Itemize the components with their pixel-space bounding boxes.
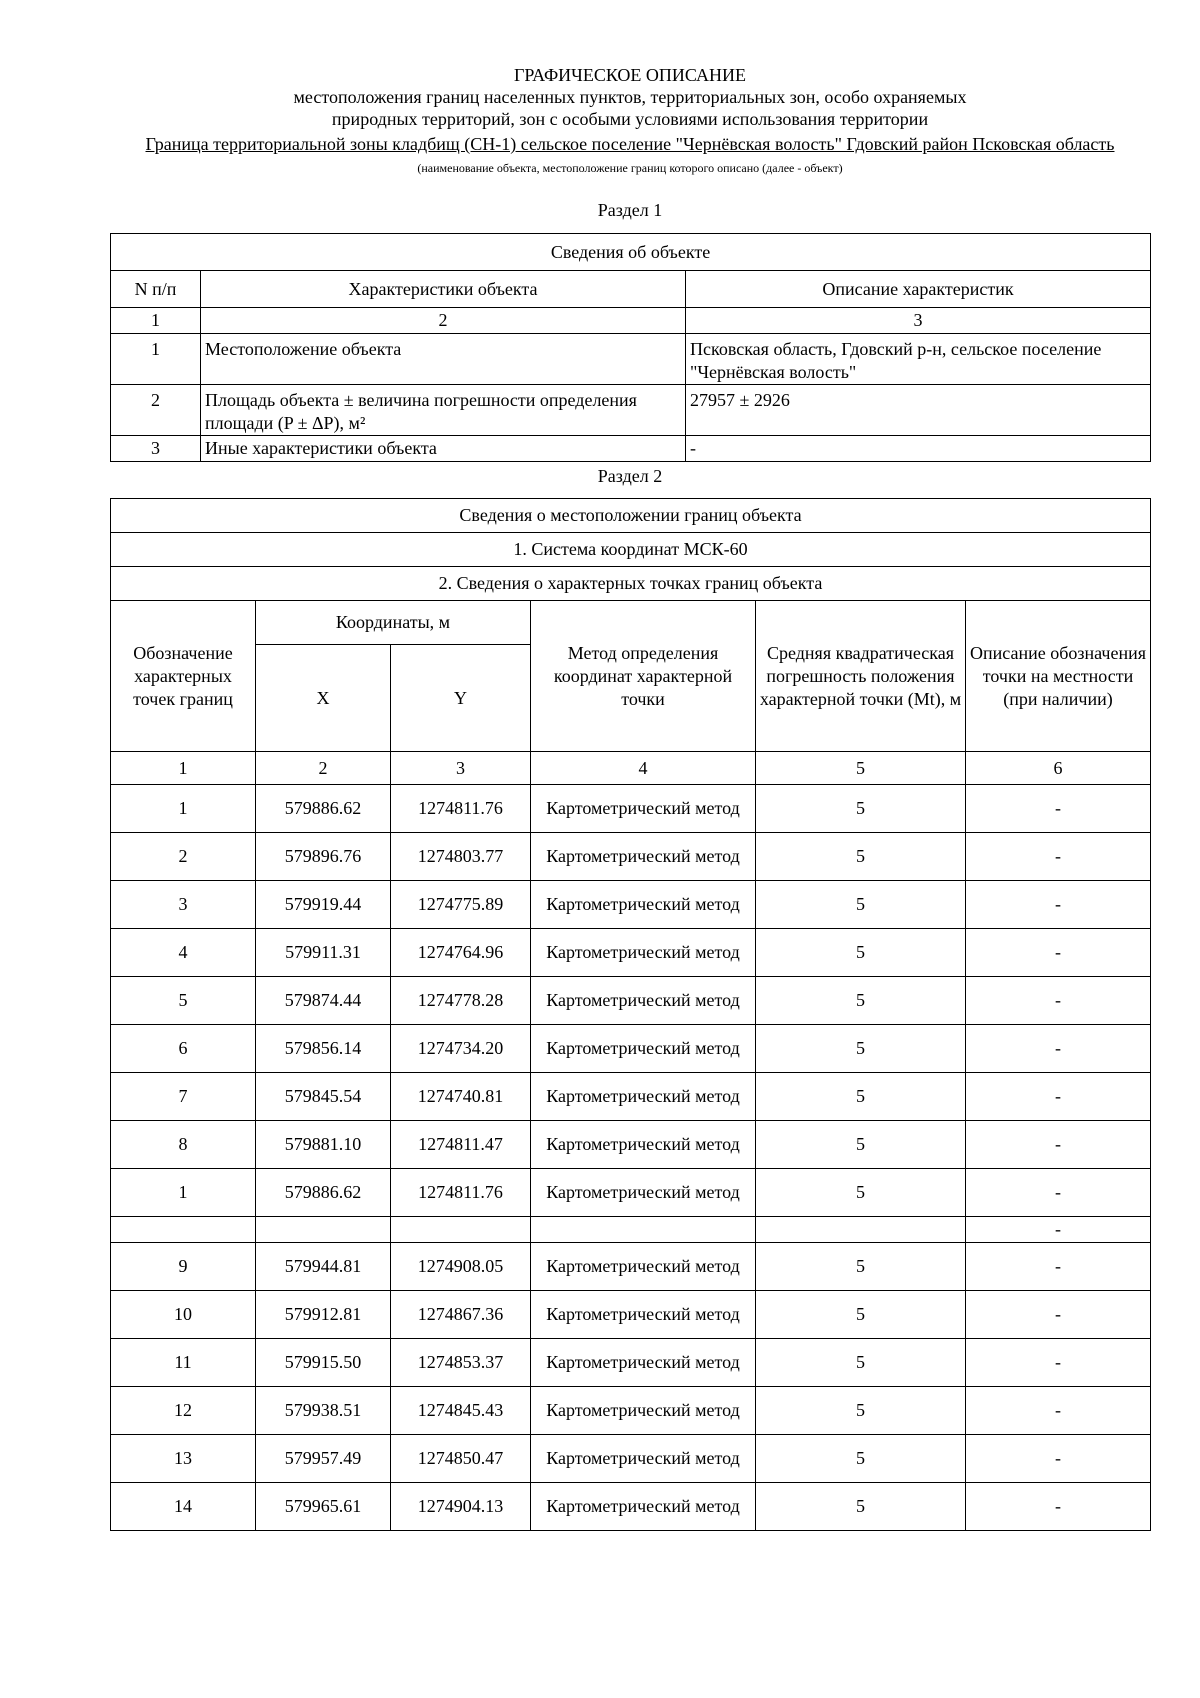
point-description-cell: - <box>966 1291 1151 1339</box>
col-number-cell: 2 <box>201 308 686 334</box>
point-id-cell: 1 <box>111 785 256 833</box>
col-number-cell: 2 <box>256 752 391 785</box>
method-cell: Картометрический метод <box>531 1169 756 1217</box>
coordinate-x-cell: 579911.31 <box>256 929 391 977</box>
coordinate-x-cell: 579886.62 <box>256 785 391 833</box>
col-number-cell: 1 <box>111 308 201 334</box>
point-row <box>111 1121 1151 1169</box>
point-row <box>111 833 1151 881</box>
point-id-cell: 6 <box>111 1025 256 1073</box>
section1-title: Раздел 1 <box>597 200 663 220</box>
document-title: ГРАФИЧЕСКОЕ ОПИСАНИЕ <box>513 65 747 85</box>
object-name: Граница территориальной зоны кладбищ (СН-1) сельское поселение "Чернёвская волость" Гдовский район Псковская область <box>145 134 1115 154</box>
error-cell: 5 <box>756 977 966 1025</box>
row-number: 2 <box>111 385 201 436</box>
point-description-cell: - <box>966 1217 1151 1243</box>
col-number-cell: 5 <box>756 752 966 785</box>
error-cell: 5 <box>756 1025 966 1073</box>
points-section-title: 2. Сведения о характерных точках границ объекта <box>111 567 1151 601</box>
error-cell: 5 <box>756 1291 966 1339</box>
characteristic-value: 27957 ± 2926 <box>686 385 1151 436</box>
method-cell: Картометрический метод <box>531 929 756 977</box>
row-number: 1 <box>111 334 201 385</box>
point-id-cell: 12 <box>111 1387 256 1435</box>
coordinate-x-cell <box>256 1217 391 1243</box>
coordinate-x-cell: 579944.81 <box>256 1243 391 1291</box>
coordinate-y-cell: 1274740.81 <box>391 1073 531 1121</box>
point-row <box>111 1243 1151 1291</box>
point-description-cell: - <box>966 1243 1151 1291</box>
error-cell: 5 <box>756 1121 966 1169</box>
method-cell: Картометрический метод <box>531 1243 756 1291</box>
method-cell: Картометрический метод <box>531 1435 756 1483</box>
point-description-cell: - <box>966 1339 1151 1387</box>
coordinate-x-cell: 579881.10 <box>256 1121 391 1169</box>
col-number-cell: 6 <box>966 752 1151 785</box>
method-cell: Картометрический метод <box>531 881 756 929</box>
point-row <box>111 1435 1151 1483</box>
error-cell <box>756 1217 966 1243</box>
error-cell: 5 <box>756 1243 966 1291</box>
coordinate-x-cell: 579938.51 <box>256 1387 391 1435</box>
error-cell: 5 <box>756 881 966 929</box>
point-id-cell: 14 <box>111 1483 256 1531</box>
point-description-cell: - <box>966 1073 1151 1121</box>
point-id-cell: 10 <box>111 1291 256 1339</box>
coordinate-y-cell: 1274867.36 <box>391 1291 531 1339</box>
characteristic-value: Псковская область, Гдовский р-н, сельское поселение "Чернёвская волость" <box>686 334 1151 385</box>
error-cell: 5 <box>756 1339 966 1387</box>
row-number: 3 <box>111 436 201 462</box>
point-row <box>111 1291 1151 1339</box>
coordinate-y-cell: 1274845.43 <box>391 1387 531 1435</box>
col-header-description: Описание характеристик <box>686 271 1151 308</box>
coordinate-system: 1. Система координат МСК-60 <box>111 533 1151 567</box>
point-description-cell: - <box>966 833 1151 881</box>
document-header <box>110 64 1150 176</box>
coordinate-x-cell: 579915.50 <box>256 1339 391 1387</box>
point-description-cell: - <box>966 1483 1151 1531</box>
object-info-table <box>110 233 1151 462</box>
col-header-point: Обозначение характерных точек границ <box>111 601 256 752</box>
method-cell: Картометрический метод <box>531 1339 756 1387</box>
point-row <box>111 785 1151 833</box>
point-description-cell: - <box>966 1025 1151 1073</box>
point-id-cell: 9 <box>111 1243 256 1291</box>
error-cell: 5 <box>756 929 966 977</box>
coordinate-y-cell: 1274811.76 <box>391 785 531 833</box>
method-cell: Картометрический метод <box>531 1291 756 1339</box>
method-cell: Картометрический метод <box>531 1387 756 1435</box>
document-subtitle-line1: местоположения границ населенных пунктов, территориальных зон, особо охраняемых <box>293 87 967 107</box>
col-header-point-description: Описание обозначения точки на местности (при наличии) <box>966 601 1151 752</box>
error-cell: 5 <box>756 833 966 881</box>
coordinate-x-cell: 579957.49 <box>256 1435 391 1483</box>
point-description-cell: - <box>966 1435 1151 1483</box>
error-cell: 5 <box>756 1435 966 1483</box>
col-header-coordinates: Координаты, м <box>256 601 531 645</box>
section2-title: Раздел 2 <box>597 466 663 486</box>
boundary-points-table <box>110 498 1151 1531</box>
document-subtitle-line2: природных территорий, зон с особыми условиями использования территории <box>331 109 929 129</box>
coordinate-y-cell: 1274853.37 <box>391 1339 531 1387</box>
col-number-cell: 3 <box>686 308 1151 334</box>
boundary-table-title: Сведения о местоположении границ объекта <box>111 499 1151 533</box>
coordinate-x-cell: 579845.54 <box>256 1073 391 1121</box>
characteristic-name: Площадь объекта ± величина погрешности определения площади (P ± ΔP), м² <box>201 385 686 436</box>
coordinate-x-cell: 579896.76 <box>256 833 391 881</box>
point-row <box>111 977 1151 1025</box>
point-id-cell: 4 <box>111 929 256 977</box>
col-header-error: Средняя квадратическая погрешность положения характерной точки (Mt), м <box>756 601 966 752</box>
col-header-method: Метод определения координат характерной точки <box>531 601 756 752</box>
coordinate-y-cell: 1274778.28 <box>391 977 531 1025</box>
characteristic-name: Иные характеристики объекта <box>201 436 686 462</box>
coordinate-y-cell: 1274850.47 <box>391 1435 531 1483</box>
point-id-cell: 7 <box>111 1073 256 1121</box>
point-id-cell: 13 <box>111 1435 256 1483</box>
col-header-characteristics: Характеристики объекта <box>201 271 686 308</box>
coordinate-x-cell: 579886.62 <box>256 1169 391 1217</box>
point-id-cell: 11 <box>111 1339 256 1387</box>
point-row <box>111 1025 1151 1073</box>
point-description-cell: - <box>966 881 1151 929</box>
method-cell: Картометрический метод <box>531 1073 756 1121</box>
point-row <box>111 881 1151 929</box>
coordinate-y-cell: 1274775.89 <box>391 881 531 929</box>
coordinate-y-cell: 1274908.05 <box>391 1243 531 1291</box>
point-id-cell: 2 <box>111 833 256 881</box>
point-id-cell: 5 <box>111 977 256 1025</box>
point-row <box>111 1339 1151 1387</box>
col-header-y: Y <box>391 645 531 752</box>
method-cell: Картометрический метод <box>531 833 756 881</box>
point-row <box>111 1387 1151 1435</box>
point-description-cell: - <box>966 1121 1151 1169</box>
coordinate-x-cell: 579965.61 <box>256 1483 391 1531</box>
coordinate-y-cell: 1274803.77 <box>391 833 531 881</box>
coordinate-y-cell <box>391 1217 531 1243</box>
col-number-cell: 3 <box>391 752 531 785</box>
method-cell: Картометрический метод <box>531 1121 756 1169</box>
error-cell: 5 <box>756 785 966 833</box>
point-description-cell: - <box>966 1169 1151 1217</box>
method-cell: Картометрический метод <box>531 1483 756 1531</box>
object-info-table-title: Сведения об объекте <box>111 234 1151 271</box>
points-table-body <box>111 785 1151 1531</box>
point-description-cell: - <box>966 929 1151 977</box>
characteristic-name: Местоположение объекта <box>201 334 686 385</box>
coordinate-y-cell: 1274734.20 <box>391 1025 531 1073</box>
point-description-cell: - <box>966 1387 1151 1435</box>
col-number-cell: 1 <box>111 752 256 785</box>
coordinate-x-cell: 579856.14 <box>256 1025 391 1073</box>
coordinate-y-cell: 1274811.76 <box>391 1169 531 1217</box>
point-row <box>111 1073 1151 1121</box>
coordinate-x-cell: 579874.44 <box>256 977 391 1025</box>
col-header-x: X <box>256 645 391 752</box>
coordinate-x-cell: 579912.81 <box>256 1291 391 1339</box>
coordinate-y-cell: 1274904.13 <box>391 1483 531 1531</box>
method-cell <box>531 1217 756 1243</box>
point-row <box>111 929 1151 977</box>
point-id-cell <box>111 1217 256 1243</box>
point-row <box>111 1169 1151 1217</box>
point-id-cell: 1 <box>111 1169 256 1217</box>
error-cell: 5 <box>756 1387 966 1435</box>
method-cell: Картометрический метод <box>531 785 756 833</box>
coordinate-x-cell: 579919.44 <box>256 881 391 929</box>
col-header-number: N п/п <box>111 271 201 308</box>
method-cell: Картометрический метод <box>531 977 756 1025</box>
point-id-cell: 8 <box>111 1121 256 1169</box>
col-number-cell: 4 <box>531 752 756 785</box>
point-description-cell: - <box>966 977 1151 1025</box>
point-row <box>111 1483 1151 1531</box>
error-cell: 5 <box>756 1169 966 1217</box>
coordinate-y-cell: 1274764.96 <box>391 929 531 977</box>
separator-row <box>111 1217 1151 1243</box>
object-name-note: (наименование объекта, местоположение границ которого описано (далее - объект) <box>417 161 843 175</box>
characteristic-value: - <box>686 436 1151 462</box>
coordinate-y-cell: 1274811.47 <box>391 1121 531 1169</box>
point-id-cell: 3 <box>111 881 256 929</box>
error-cell: 5 <box>756 1073 966 1121</box>
method-cell: Картометрический метод <box>531 1025 756 1073</box>
point-description-cell: - <box>966 785 1151 833</box>
error-cell: 5 <box>756 1483 966 1531</box>
